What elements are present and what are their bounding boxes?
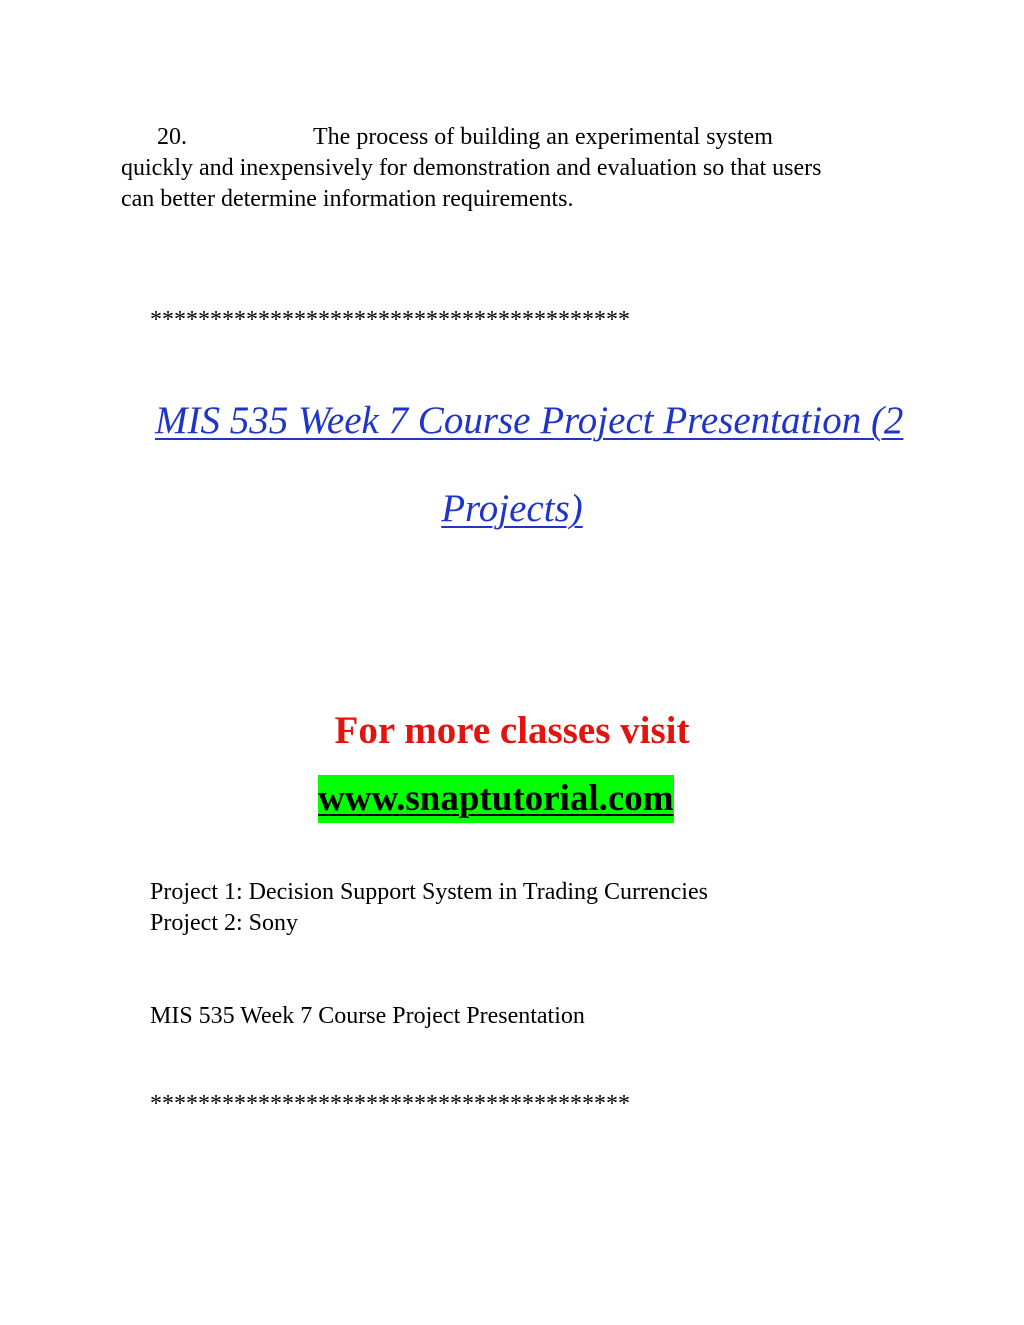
promo-heading: For more classes visit	[334, 709, 690, 752]
question-text-line-1: The process of building an experimental system	[313, 124, 773, 150]
site-highlight	[318, 775, 674, 823]
question-text-line-2: quickly and inexpensively for demonstration and evaluation so that users	[121, 155, 822, 181]
project-item-2: Project 2: Sony	[150, 910, 298, 936]
course-subtitle: MIS 535 Week 7 Course Project Presentation	[150, 1003, 585, 1029]
course-title-link-line-1[interactable]: MIS 535 Week 7 Course Project Presentation (2	[155, 399, 904, 442]
separator-top: ****************************************	[150, 307, 630, 333]
question-number: 20.	[157, 124, 187, 150]
project-item-1: Project 1: Decision Support System in Trading Currencies	[150, 879, 708, 905]
site-link[interactable]: www.snaptutorial.com	[318, 778, 674, 819]
question-text-line-3: can better determine information requirements.	[121, 186, 574, 212]
separator-bottom: ****************************************	[150, 1091, 630, 1117]
course-title-link-line-2[interactable]: Projects)	[441, 487, 583, 530]
